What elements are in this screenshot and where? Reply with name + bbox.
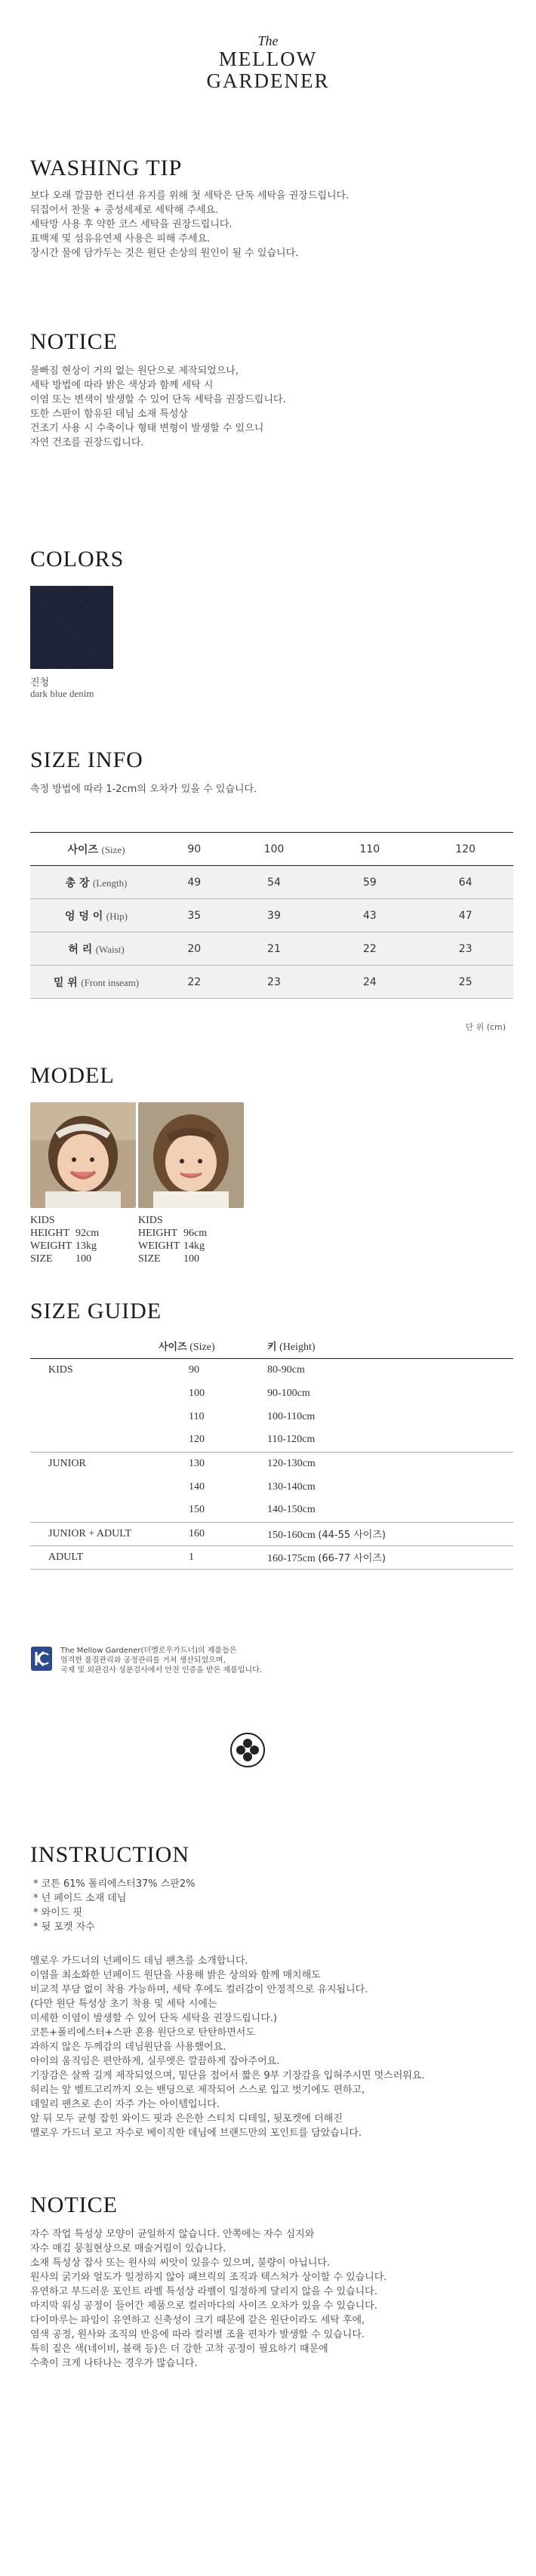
table-row: [30, 1499, 513, 1522]
text-line: 다이마루는 파임이 유연하고 신축성이 크기 때문에 같은 원단이라도 세탁 후에,: [30, 2315, 365, 2326]
row-label-en: (Waist): [95, 943, 125, 955]
size-col: 100: [263, 843, 285, 855]
table-cell: 24: [322, 966, 417, 999]
color-name: 진청: [30, 677, 50, 689]
instruction-bullets: [33, 1877, 195, 1934]
model-info-1: [30, 1214, 99, 1265]
height-cell: 100-110cm: [267, 1410, 316, 1422]
table-row: [30, 1382, 513, 1405]
notice-text-2: [30, 2227, 513, 2371]
brand-logo-line1: MELLOW: [218, 48, 318, 70]
text-line: 원사의 굵기와 얼도가 일정하지 않아 패브릭의 조직과 텍스처가 상이할 수 있습니다.: [30, 2272, 387, 2283]
group-cell: [30, 1428, 159, 1452]
table-cell: 43: [322, 899, 417, 932]
table-row: [30, 1358, 513, 1382]
size-info-title: SIZE INFO: [30, 747, 143, 772]
table-row: [30, 1452, 513, 1475]
model-name: [30, 1214, 99, 1227]
row-label-en: (Length): [92, 877, 128, 889]
text-line: 또한 스판이 함유된 데님 소재 특성상: [30, 408, 189, 420]
table-cell: 23: [417, 932, 513, 966]
table-row: [30, 966, 513, 999]
model-name-text: KIDS: [30, 1215, 55, 1226]
bullet-item: * 뒷 포켓 자수: [33, 1921, 95, 1933]
height-label: HEIGHT: [30, 1228, 70, 1239]
text-line: 세탁 방법에 따라 밝은 색상과 함께 세탁 시: [30, 380, 214, 391]
text-line: 과하지 않은 두께감의 데님원단을 사용했어요.: [30, 2041, 226, 2053]
text-line: 앞 뒤 모두 균형 잡힌 와이드 핏과 은은한 스티치 디테일, 뒷포켓에 더해진: [30, 2113, 343, 2125]
group-cell: JUNIOR: [48, 1457, 86, 1469]
text-line: 수축이 크게 나타나는 경우가 많습니다.: [30, 2358, 198, 2369]
size-cell: 160: [189, 1527, 205, 1539]
row-label-ko: 허 리: [68, 943, 93, 956]
size-label: SIZE: [30, 1253, 53, 1265]
header-height-en: (Height): [279, 1342, 316, 1354]
color-name-en: dark blue denim: [30, 688, 94, 699]
kc-certification-icon: [30, 1646, 53, 1672]
row-label-en: (Hip): [106, 910, 128, 922]
row-label: [30, 932, 162, 966]
row-label: [30, 966, 162, 999]
header-empty: [30, 1335, 159, 1358]
text-line: 자수 작업 특성상 모양이 균일하지 않습니다. 안쪽에는 자수 심지와: [30, 2229, 315, 2240]
group-cell: [30, 1382, 159, 1405]
table-row: [30, 1545, 513, 1569]
text-line: 자수 매김 뭉침현상으로 매술거림이 있습니다.: [30, 2243, 226, 2254]
height-note: (44-55 사이즈): [318, 1529, 386, 1541]
row-label-ko: 총 장: [65, 877, 90, 889]
weight-label: WEIGHT: [138, 1240, 180, 1252]
height-value: 92cm: [75, 1228, 100, 1239]
table-cell: 49: [162, 866, 226, 899]
text-line: 자연 건조를 권장드립니다.: [30, 437, 144, 448]
model-info-2: [138, 1214, 207, 1265]
row-label-en: (Front inseam): [81, 976, 140, 988]
text-line: 국제 및 외관검사 성분검사에서 안전 인증을 받은 제품입니다.: [60, 1666, 262, 1675]
brand-logo-the: The: [257, 33, 279, 48]
header-en: (Size): [101, 843, 125, 855]
model-name: [138, 1214, 207, 1227]
text-line: 세탁망 사용 후 약한 코스 세탁을 권장드립니다.: [30, 219, 233, 230]
height-cell: 130-140cm: [267, 1481, 316, 1493]
text-line: 멜로우 가드너의 넌페이드 데님 팬츠를 소개합니다.: [30, 1955, 248, 1967]
text-line: 물빠짐 현상이 거의 없는 원단으로 제작되었으나,: [30, 365, 239, 377]
weight-value: 13kg: [75, 1240, 97, 1252]
size-cell: 140: [189, 1481, 205, 1493]
table-cell: 22: [322, 932, 417, 966]
row-label-ko: 엉 덩 이: [65, 910, 103, 923]
height-cell: [257, 1522, 513, 1545]
size-col: 110: [359, 843, 380, 855]
height-value: 160-175cm: [267, 1552, 316, 1564]
table-header-row: [30, 1335, 513, 1358]
model-photo-2: [138, 1102, 244, 1208]
washing-tip-text: [30, 189, 513, 260]
kc-certification-text: [60, 1646, 262, 1675]
bullet-item: * 코튼 61% 폴리에스터37% 스판2%: [33, 1878, 196, 1890]
table-row: [30, 1522, 513, 1545]
bullet-item: * 와이드 핏: [33, 1907, 82, 1918]
table-cell: 59: [322, 866, 417, 899]
text-line: 엄격한 품질관리와 공정관리를 거쳐 생산되었으며,: [60, 1656, 226, 1665]
instruction-text: [30, 1954, 513, 2140]
model-weight: [30, 1240, 99, 1253]
height-cell: 110-120cm: [267, 1434, 316, 1446]
row-label: [30, 866, 162, 899]
text-line: 허리는 앞 벨트고리까지 오는 밴딩으로 제작되어 스스로 입고 벗기에도 편하고,: [30, 2085, 365, 2096]
text-line: 아이의 움직임은 편안하게, 실루엣은 깔끔하게 잡아주어요.: [30, 2056, 280, 2067]
row-label: [30, 899, 162, 932]
group-cell: [30, 1499, 159, 1522]
weight-label: WEIGHT: [30, 1240, 72, 1252]
table-cell: 47: [417, 899, 513, 932]
table-cell: 39: [226, 899, 322, 932]
size-cell: 150: [189, 1504, 205, 1516]
size-label: SIZE: [138, 1253, 161, 1265]
model-photo-1: [30, 1102, 136, 1208]
clover-ornament-icon: [229, 1732, 266, 1768]
size-cell: 120: [189, 1434, 205, 1446]
text-line: 이염 또는 변색이 발생할 수 있어 단독 세탁을 권장드립니다.: [30, 394, 286, 405]
header-size-ko: 사이즈: [159, 1342, 187, 1354]
group-cell: [30, 1475, 159, 1499]
table-row: [30, 1475, 513, 1499]
model-size: [30, 1253, 99, 1265]
text-line: The Mellow Gardener(더멜로우가드너)의 제품들은: [60, 1647, 237, 1655]
text-line: 건조기 사용 시 수축이나 형태 변형이 발생할 수 있으니: [30, 423, 264, 434]
table-cell: 54: [226, 866, 322, 899]
bullet-item: * 넌 페이드 소재 데님: [33, 1893, 127, 1904]
size-guide-title: SIZE GUIDE: [30, 1299, 162, 1323]
table-row: [30, 1405, 513, 1428]
model-height: [138, 1227, 207, 1240]
height-value: 150-160cm: [267, 1529, 316, 1541]
text-line: 미세한 이염이 발생할 수 있어 단독 세탁을 권장드립니다.): [30, 2013, 277, 2024]
brand-logo-line2: GARDENER: [206, 69, 330, 92]
size-guide-table: [30, 1335, 513, 1570]
text-line: 유연하고 부드러운 포인트 라벨 특성상 라벨이 일정하게 달리지 않을 수 있습니다.: [30, 2286, 377, 2297]
text-line: 뒤집어서 찬물 + 중성세제로 세탁해 주세요.: [30, 205, 219, 216]
text-line: 코튼+폴리에스터+스판 혼용 원단으로 탄탄하면서도: [30, 2027, 255, 2038]
table-row: [30, 866, 513, 899]
group-cell: ADULT: [48, 1551, 84, 1563]
group-cell: KIDS: [48, 1363, 73, 1376]
size-cell: 1: [189, 1551, 194, 1563]
size-cell: 90: [189, 1363, 199, 1376]
text-line: 데일리 팬츠로 손이 자주 가는 아이템입니다.: [30, 2099, 220, 2110]
table-header-row: [30, 833, 513, 866]
height-cell: 90-100cm: [267, 1387, 310, 1399]
size-value: 100: [183, 1253, 199, 1265]
text-line: 보다 오래 깔끔한 컨디션 유지를 위해 첫 세탁은 단독 세탁을 권장드립니다.: [30, 190, 350, 202]
size-col: 90: [187, 843, 202, 855]
table-cell: 20: [162, 932, 226, 966]
model-weight: [138, 1240, 207, 1253]
header-size: [159, 1335, 257, 1358]
height-cell: 140-150cm: [267, 1504, 316, 1516]
color-swatch-dark-blue: [30, 586, 113, 669]
model-name-text: KIDS: [138, 1215, 163, 1226]
text-line: 멜로우 가드너 로고 자수로 베이직한 데님에 브랜드만의 포인트를 담았습니다.: [30, 2128, 362, 2139]
text-line: 이염을 최소화한 넌페이드 원단을 사용해 밝은 상의와 함께 매치해도: [30, 1970, 321, 1981]
text-line: 기장감은 살짝 길게 제작되었으며, 밑단을 접어서 짧은 9부 기장감을 입혀주시면 멋스러워요.: [30, 2070, 425, 2081]
weight-value: 14kg: [183, 1240, 205, 1252]
size-info-note: 측정 방법에 따라 1-2cm의 오차가 있을 수 있습니다.: [30, 784, 257, 795]
height-value: 96cm: [183, 1228, 208, 1239]
model-title: MODEL: [30, 1063, 115, 1088]
table-row: [30, 1428, 513, 1452]
instruction-title: INSTRUCTION: [30, 1842, 189, 1867]
height-cell: 120-130cm: [267, 1457, 316, 1469]
table-cell: 35: [162, 899, 226, 932]
height-cell: [257, 1545, 513, 1569]
text-line: 장시간 물에 담가두는 것은 원단 손상의 원인이 될 수 있습니다.: [30, 248, 299, 259]
unit-label: 단 위 (cm): [465, 1022, 506, 1032]
text-line: 마지막 워싱 공정이 들어간 제품으로 컬러마다의 사이즈 오차가 있을 수 있습니다.: [30, 2300, 377, 2312]
header-ko: 사이즈: [67, 843, 99, 856]
table-cell: 64: [417, 866, 513, 899]
header-size-en: (Size): [189, 1342, 215, 1354]
header-height: [257, 1335, 513, 1358]
table-header-size: [30, 833, 162, 866]
size-cell: 100: [189, 1387, 205, 1399]
text-line: 표백제 및 섬유유연제 사용은 피해 주세요.: [30, 233, 211, 245]
text-line: (다만 원단 특성상 초기 착용 및 세탁 시에는: [30, 1998, 217, 2010]
group-cell: [30, 1405, 159, 1428]
table-row: [30, 899, 513, 932]
size-value: 100: [75, 1253, 91, 1265]
colors-title: COLORS: [30, 547, 125, 572]
notice-title: NOTICE: [30, 329, 118, 354]
notice-text: [30, 364, 513, 450]
height-note: (66-77 사이즈): [318, 1552, 386, 1564]
size-cell: 130: [189, 1457, 205, 1469]
height-label: HEIGHT: [138, 1228, 178, 1239]
size-cell: 110: [189, 1410, 205, 1422]
table-cell: 22: [162, 966, 226, 999]
text-line: 소재 특성상 잡사 또는 원사의 씨앗이 있을수 있으며, 불량이 아닙니다.: [30, 2257, 331, 2269]
table-cell: 21: [226, 932, 322, 966]
model-size: [138, 1253, 207, 1265]
text-line: 특히 짙은 색(네이비, 블랙 등)은 더 강한 고착 공정이 필요하기 때문에: [30, 2343, 328, 2355]
group-cell: JUNIOR + ADULT: [48, 1527, 132, 1539]
table-row: [30, 932, 513, 966]
table-cell: 23: [226, 966, 322, 999]
height-cell: 80-90cm: [267, 1363, 305, 1376]
text-line: 비교적 부담 없이 착용 가능하며, 세탁 후에도 컬러감이 안정적으로 유지됩니다.: [30, 1984, 368, 1995]
washing-tip-title: WASHING TIP: [30, 156, 183, 180]
text-line: 염색 공정, 원사와 조직의 반응에 따라 컬러별 조율 편차가 발생할 수 있습니다.: [30, 2329, 365, 2340]
header-height-ko: 키: [267, 1342, 277, 1354]
size-col: 120: [455, 843, 476, 855]
model-height: [30, 1227, 99, 1240]
row-label-ko: 밑 위: [53, 976, 78, 989]
notice-title-2: NOTICE: [30, 2192, 118, 2217]
table-cell: 25: [417, 966, 513, 999]
size-info-table: [30, 832, 513, 999]
